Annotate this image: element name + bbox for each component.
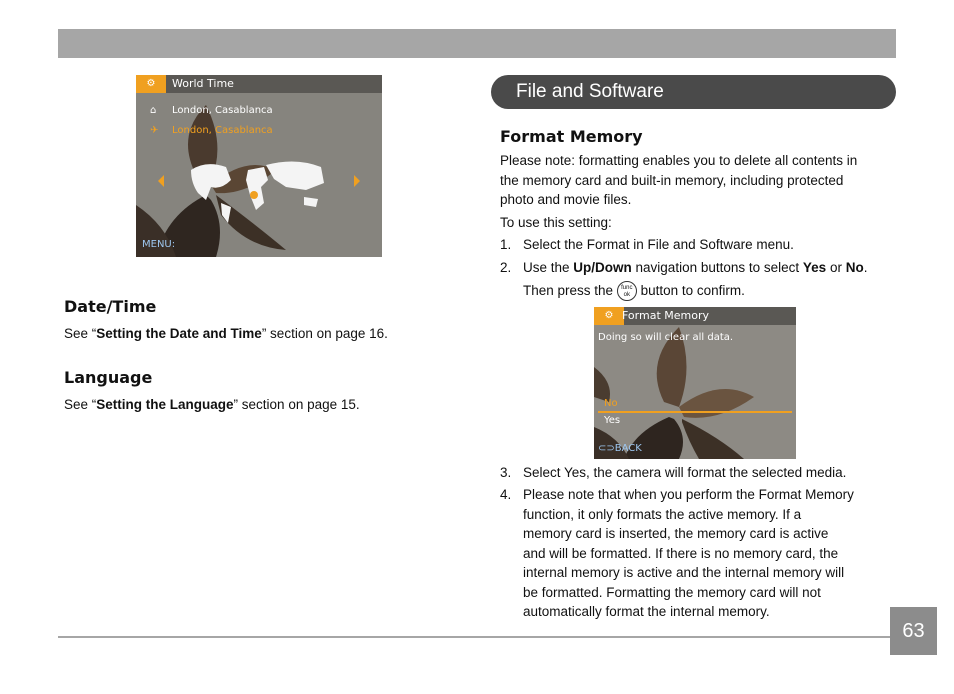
datetime-heading: Date/Time (64, 297, 157, 316)
format-memory-screenshot (594, 307, 796, 459)
section-title: File and Software (491, 75, 896, 109)
item4-text: Please note that when you perform the Format Memory function, it only formats the active memory. If a memory card is inserted, the memory card is active and will be formatted. If there is no memory card, the internal memory is active and the internal memory will be formatted. Formatting the memory card will not automatically format the internal memory. (523, 487, 854, 619)
footer-rule (58, 636, 890, 638)
option-no[interactable]: No (604, 398, 618, 409)
home-city: London, Casablanca (172, 105, 273, 116)
language-text: See “Setting the Language” section on page 15. (64, 397, 360, 412)
selection-line (598, 411, 792, 413)
menu-label: MENU: (142, 239, 176, 250)
back-label: ⊂⊃BACK (598, 443, 642, 454)
language-heading: Language (64, 368, 153, 387)
format-message: Doing so will clear all data. (598, 332, 734, 343)
func-ok-icon: func ok (617, 281, 637, 301)
world-time-screenshot (136, 75, 382, 257)
plane-icon: ✈ (150, 125, 159, 136)
item2-number: 2. (500, 260, 512, 275)
home-icon: ⌂ (150, 105, 157, 116)
screen-title: Format Memory (622, 309, 709, 322)
travel-city: London, Casablanca (172, 125, 273, 136)
item1-text: Select the Format in File and Software menu. (523, 237, 794, 252)
format-heading: Format Memory (500, 127, 643, 146)
page-number: 63 (890, 607, 937, 655)
item1-number: 1. (500, 237, 512, 252)
tool-icon: ⚙ (136, 75, 166, 93)
item3-number: 3. (500, 465, 512, 480)
intro-paragraph: Please note: formatting enables you to delete all contents in the memory card and built-in memory, including protected photo and movie files. (500, 153, 858, 207)
screen-title: World Time (172, 77, 234, 90)
back-icon: ⊂⊃ (598, 443, 615, 454)
item2-text: Use the Up/Down navigation buttons to select Yes or No. (523, 260, 868, 275)
item4-number: 4. (500, 487, 512, 502)
flower-background (594, 307, 796, 459)
flower-background (136, 75, 382, 257)
header-bar (58, 29, 896, 58)
datetime-text: See “Setting the Date and Time” section on page 16. (64, 326, 388, 341)
item2-line2: Then press the func ok button to confirm. (523, 281, 883, 301)
item3-text: Select Yes, the camera will format the selected media. (523, 465, 847, 480)
tool-icon: ⚙ (594, 307, 624, 325)
option-yes[interactable]: Yes (604, 415, 621, 426)
use-setting: To use this setting: (500, 215, 612, 230)
